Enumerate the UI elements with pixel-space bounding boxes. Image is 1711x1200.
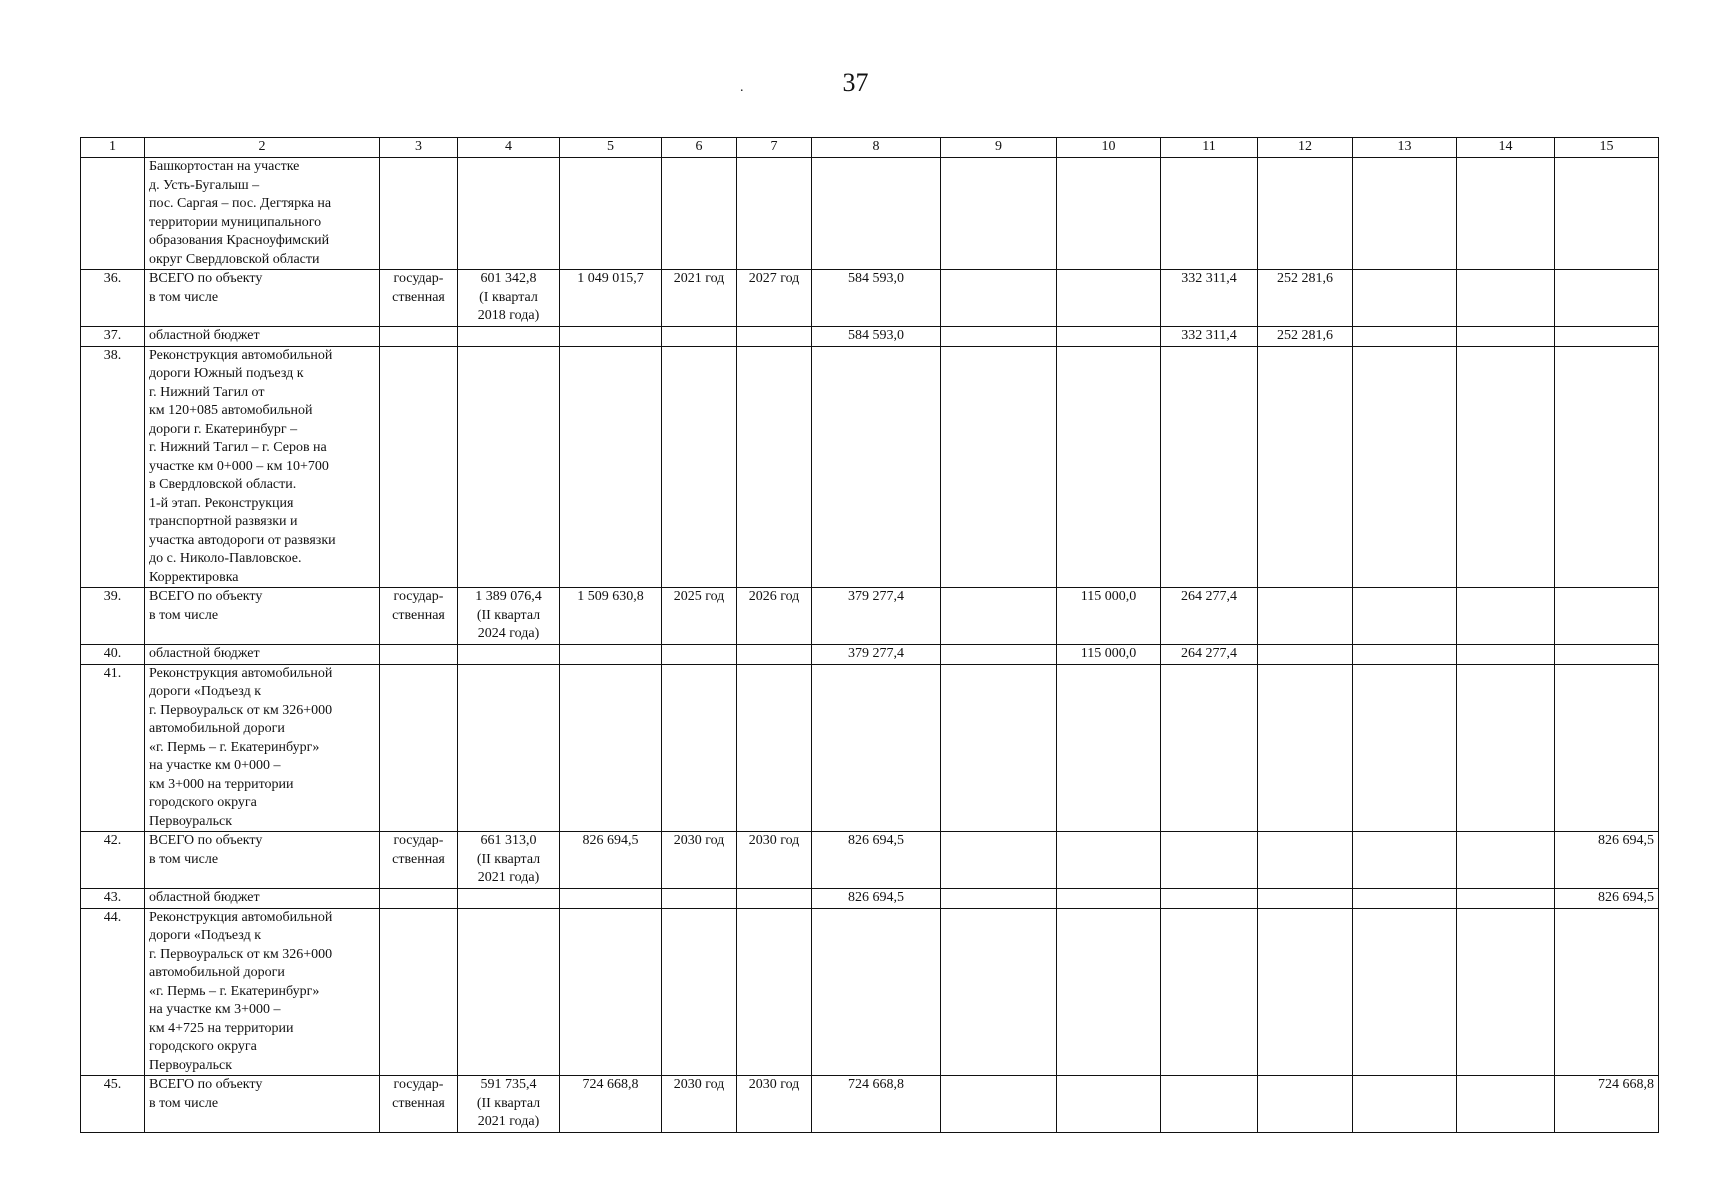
table-row — [81, 664, 1659, 832]
funding-col-10-cell — [1057, 908, 1161, 1076]
ownership-cell — [380, 908, 458, 1076]
funding-col-10-cell — [1057, 346, 1161, 588]
end-year-cell — [737, 908, 812, 1076]
row-number-cell: 45. — [81, 1076, 145, 1133]
object-name-cell: Реконструкция автомобильной дороги Южный подъезд к г. Нижний Тагил от км 120+085 автомобильной дороги г. Екатеринбург – г. Нижний Тагил – г. Серов на участке км 0+000 – км 10+700 в Свердловской области. 1-й этап. Реконструкция транспортной развязки и участка автодороги от развязки до с. Николо-Павловское. Корректировка — [145, 346, 380, 588]
ownership-cell — [380, 889, 458, 909]
funding-col-14-cell — [1457, 645, 1555, 665]
funding-col-15-cell: 724 668,8 — [1555, 1076, 1659, 1133]
funding-total-cell: 826 694,5 — [812, 832, 941, 889]
object-name-cell: ВСЕГО по объекту в том числе — [145, 588, 380, 645]
column-header-11: 11 — [1161, 138, 1258, 158]
object-name-cell: областной бюджет — [145, 645, 380, 665]
funding-col-12-cell: 252 281,6 — [1258, 270, 1353, 327]
table-row — [81, 270, 1659, 327]
funding-col-13-cell — [1353, 327, 1457, 347]
estimated-cost-cell — [458, 664, 560, 832]
funding-col-15-cell — [1555, 645, 1659, 665]
row-number-cell: 43. — [81, 889, 145, 909]
start-year-cell — [662, 664, 737, 832]
estimated-cost-cell — [458, 346, 560, 588]
estimated-cost-cell: 1 389 076,4 (II квартал 2024 года) — [458, 588, 560, 645]
funding-col-9-cell — [941, 889, 1057, 909]
funding-col-14-cell — [1457, 346, 1555, 588]
funding-col-9-cell — [941, 346, 1057, 588]
funding-total-cell — [812, 908, 941, 1076]
estimated-cost-cell: 591 735,4 (II квартал 2021 года) — [458, 1076, 560, 1133]
column-header-14: 14 — [1457, 138, 1555, 158]
funding-col-15-cell — [1555, 588, 1659, 645]
funding-col-15-cell — [1555, 346, 1659, 588]
row-number-cell: 36. — [81, 270, 145, 327]
ownership-cell — [380, 645, 458, 665]
funding-total-cell — [812, 158, 941, 270]
row-number-cell: 42. — [81, 832, 145, 889]
table-row — [81, 889, 1659, 909]
end-year-cell: 2026 год — [737, 588, 812, 645]
funding-col-12-cell — [1258, 645, 1353, 665]
start-year-cell — [662, 645, 737, 665]
funding-total-cell: 379 277,4 — [812, 645, 941, 665]
ownership-cell: государ- ственная — [380, 270, 458, 327]
funding-col-13-cell — [1353, 908, 1457, 1076]
row-number-cell: 37. — [81, 327, 145, 347]
funding-col-15-cell — [1555, 908, 1659, 1076]
funding-col-12-cell — [1258, 908, 1353, 1076]
total-cost-cell — [560, 158, 662, 270]
total-cost-cell — [560, 908, 662, 1076]
funding-col-13-cell — [1353, 889, 1457, 909]
start-year-cell: 2030 год — [662, 1076, 737, 1133]
object-name-cell: Реконструкция автомобильной дороги «Подъезд к г. Первоуральск от км 326+000 автомобильной дороги «г. Пермь – г. Екатеринбург» на участке км 3+000 – км 4+725 на территории городского округа Первоуральск — [145, 908, 380, 1076]
funding-col-9-cell — [941, 327, 1057, 347]
funding-col-15-cell — [1555, 270, 1659, 327]
table-row — [81, 1076, 1659, 1133]
funding-total-cell: 584 593,0 — [812, 327, 941, 347]
funding-col-12-cell — [1258, 889, 1353, 909]
row-number-cell: 41. — [81, 664, 145, 832]
table-row — [81, 327, 1659, 347]
funding-col-15-cell: 826 694,5 — [1555, 889, 1659, 909]
start-year-cell — [662, 908, 737, 1076]
funding-col-15-cell: 826 694,5 — [1555, 832, 1659, 889]
start-year-cell — [662, 327, 737, 347]
estimated-cost-cell: 661 313,0 (II квартал 2021 года) — [458, 832, 560, 889]
funding-col-11-cell — [1161, 889, 1258, 909]
funding-col-10-cell — [1057, 270, 1161, 327]
column-header-7: 7 — [737, 138, 812, 158]
funding-total-cell: 584 593,0 — [812, 270, 941, 327]
funding-col-9-cell — [941, 588, 1057, 645]
funding-col-10-cell — [1057, 158, 1161, 270]
total-cost-cell: 1 509 630,8 — [560, 588, 662, 645]
page-mark: . — [740, 80, 744, 95]
total-cost-cell — [560, 327, 662, 347]
end-year-cell — [737, 346, 812, 588]
ownership-cell — [380, 664, 458, 832]
estimated-cost-cell — [458, 645, 560, 665]
funding-col-13-cell — [1353, 1076, 1457, 1133]
estimated-cost-cell — [458, 908, 560, 1076]
funding-col-13-cell — [1353, 346, 1457, 588]
funding-col-9-cell — [941, 645, 1057, 665]
funding-total-cell: 379 277,4 — [812, 588, 941, 645]
total-cost-cell — [560, 645, 662, 665]
column-header-5: 5 — [560, 138, 662, 158]
funding-col-12-cell — [1258, 346, 1353, 588]
funding-col-10-cell — [1057, 832, 1161, 889]
funding-col-9-cell — [941, 832, 1057, 889]
funding-total-cell — [812, 346, 941, 588]
column-header-2: 2 — [145, 138, 380, 158]
funding-col-10-cell — [1057, 327, 1161, 347]
funding-col-14-cell — [1457, 270, 1555, 327]
estimated-cost-cell — [458, 327, 560, 347]
funding-col-12-cell — [1258, 158, 1353, 270]
row-number-cell — [81, 158, 145, 270]
funding-col-10-cell: 115 000,0 — [1057, 588, 1161, 645]
funding-col-11-cell: 332 311,4 — [1161, 327, 1258, 347]
total-cost-cell — [560, 346, 662, 588]
end-year-cell — [737, 664, 812, 832]
total-cost-cell: 724 668,8 — [560, 1076, 662, 1133]
object-name-cell: ВСЕГО по объекту в том числе — [145, 270, 380, 327]
funding-total-cell: 724 668,8 — [812, 1076, 941, 1133]
funding-col-11-cell — [1161, 908, 1258, 1076]
funding-col-14-cell — [1457, 327, 1555, 347]
funding-col-14-cell — [1457, 664, 1555, 832]
object-name-cell: областной бюджет — [145, 889, 380, 909]
start-year-cell — [662, 889, 737, 909]
estimated-cost-cell — [458, 158, 560, 270]
funding-col-11-cell — [1161, 346, 1258, 588]
funding-col-9-cell — [941, 158, 1057, 270]
end-year-cell: 2030 год — [737, 832, 812, 889]
estimated-cost-cell — [458, 889, 560, 909]
funding-col-11-cell — [1161, 664, 1258, 832]
estimated-cost-cell: 601 342,8 (I квартал 2018 года) — [458, 270, 560, 327]
table-row — [81, 346, 1659, 588]
table-row — [81, 832, 1659, 889]
funding-col-11-cell: 264 277,4 — [1161, 645, 1258, 665]
funding-col-13-cell — [1353, 832, 1457, 889]
funding-col-13-cell — [1353, 588, 1457, 645]
total-cost-cell — [560, 664, 662, 832]
funding-col-9-cell — [941, 908, 1057, 1076]
funding-col-12-cell — [1258, 664, 1353, 832]
funding-col-15-cell — [1555, 664, 1659, 832]
funding-col-14-cell — [1457, 908, 1555, 1076]
funding-col-9-cell — [941, 270, 1057, 327]
ownership-cell: государ- ственная — [380, 1076, 458, 1133]
end-year-cell — [737, 889, 812, 909]
funding-col-14-cell — [1457, 832, 1555, 889]
funding-total-cell: 826 694,5 — [812, 889, 941, 909]
total-cost-cell: 826 694,5 — [560, 832, 662, 889]
funding-col-12-cell — [1258, 588, 1353, 645]
column-header-3: 3 — [380, 138, 458, 158]
object-name-cell: областной бюджет — [145, 327, 380, 347]
funding-total-cell — [812, 664, 941, 832]
column-header-12: 12 — [1258, 138, 1353, 158]
funding-col-10-cell — [1057, 889, 1161, 909]
funding-col-14-cell — [1457, 1076, 1555, 1133]
ownership-cell — [380, 158, 458, 270]
start-year-cell — [662, 346, 737, 588]
funding-col-11-cell — [1161, 832, 1258, 889]
ownership-cell — [380, 346, 458, 588]
funding-col-13-cell — [1353, 158, 1457, 270]
funding-col-13-cell — [1353, 645, 1457, 665]
object-name-cell: ВСЕГО по объекту в том числе — [145, 832, 380, 889]
funding-col-14-cell — [1457, 158, 1555, 270]
table-row — [81, 588, 1659, 645]
funding-col-13-cell — [1353, 664, 1457, 832]
row-number-cell: 39. — [81, 588, 145, 645]
funding-col-11-cell — [1161, 158, 1258, 270]
ownership-cell — [380, 327, 458, 347]
funding-col-9-cell — [941, 1076, 1057, 1133]
funding-col-9-cell — [941, 664, 1057, 832]
column-header-4: 4 — [458, 138, 560, 158]
budget-table — [80, 137, 1659, 1133]
funding-col-11-cell: 264 277,4 — [1161, 588, 1258, 645]
row-number-cell: 44. — [81, 908, 145, 1076]
end-year-cell — [737, 158, 812, 270]
column-header-15: 15 — [1555, 138, 1659, 158]
funding-col-15-cell — [1555, 158, 1659, 270]
header-row — [81, 138, 1659, 158]
start-year-cell: 2030 год — [662, 832, 737, 889]
funding-col-10-cell: 115 000,0 — [1057, 645, 1161, 665]
funding-col-14-cell — [1457, 588, 1555, 645]
column-header-6: 6 — [662, 138, 737, 158]
object-name-cell: Башкортостан на участке д. Усть-Бугалыш – пос. Саргая – пос. Дегтярка на территории муниципального образования Красноуфимский округ Свердловской области — [145, 158, 380, 270]
funding-col-11-cell: 332 311,4 — [1161, 270, 1258, 327]
total-cost-cell — [560, 889, 662, 909]
total-cost-cell: 1 049 015,7 — [560, 270, 662, 327]
row-number-cell: 40. — [81, 645, 145, 665]
end-year-cell — [737, 645, 812, 665]
object-name-cell: Реконструкция автомобильной дороги «Подъезд к г. Первоуральск от км 326+000 автомобильной дороги «г. Пермь – г. Екатеринбург» на участке км 0+000 – км 3+000 на территории городского округа Первоуральск — [145, 664, 380, 832]
object-name-cell: ВСЕГО по объекту в том числе — [145, 1076, 380, 1133]
funding-col-12-cell — [1258, 1076, 1353, 1133]
page-number: 37 — [842, 68, 869, 97]
funding-col-12-cell — [1258, 832, 1353, 889]
funding-col-10-cell — [1057, 664, 1161, 832]
funding-col-14-cell — [1457, 889, 1555, 909]
funding-col-13-cell — [1353, 270, 1457, 327]
funding-col-12-cell: 252 281,6 — [1258, 327, 1353, 347]
ownership-cell: государ- ственная — [380, 832, 458, 889]
row-number-cell: 38. — [81, 346, 145, 588]
funding-col-15-cell — [1555, 327, 1659, 347]
end-year-cell: 2030 год — [737, 1076, 812, 1133]
column-header-13: 13 — [1353, 138, 1457, 158]
column-header-9: 9 — [941, 138, 1057, 158]
table-row — [81, 908, 1659, 1076]
start-year-cell: 2021 год — [662, 270, 737, 327]
funding-col-11-cell — [1161, 1076, 1258, 1133]
column-header-10: 10 — [1057, 138, 1161, 158]
end-year-cell — [737, 327, 812, 347]
funding-col-10-cell — [1057, 1076, 1161, 1133]
column-header-8: 8 — [812, 138, 941, 158]
table-body — [81, 158, 1659, 1133]
column-header-1: 1 — [81, 138, 145, 158]
start-year-cell: 2025 год — [662, 588, 737, 645]
end-year-cell: 2027 год — [737, 270, 812, 327]
start-year-cell — [662, 158, 737, 270]
table-row — [81, 645, 1659, 665]
ownership-cell: государ- ственная — [380, 588, 458, 645]
table-row — [81, 158, 1659, 270]
